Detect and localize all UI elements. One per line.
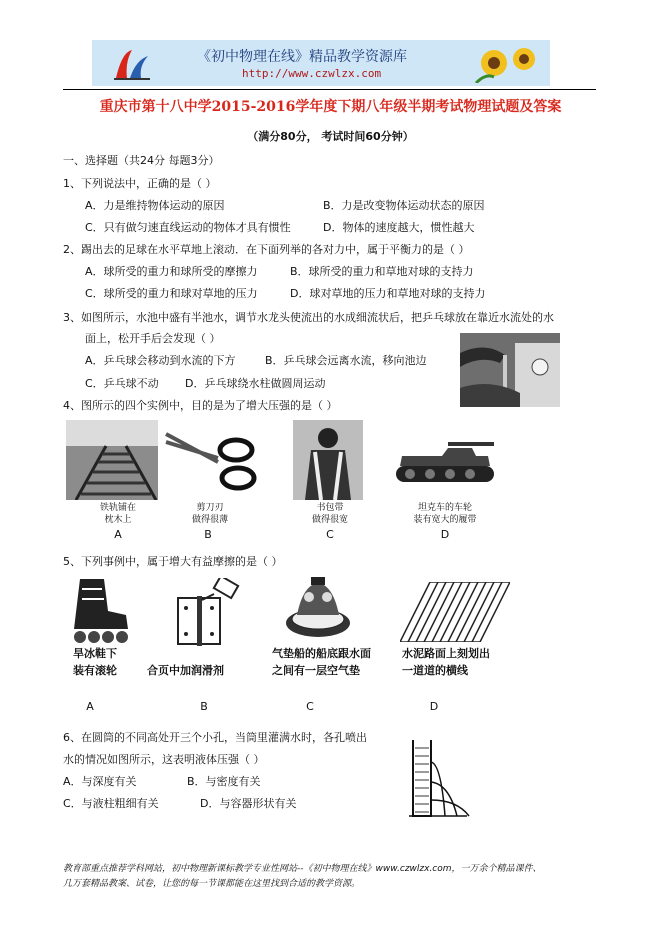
q4-caption-a-line2: 枕木上 bbox=[104, 515, 132, 525]
q6-option-d: D．与容器形状有关 bbox=[200, 797, 297, 810]
hinge-oiling-figure bbox=[164, 578, 244, 648]
q5-stem: 5、下列事例中，属于增大有益摩擦的是（ ） bbox=[63, 555, 283, 568]
footer-line1: 教育部重点推荐学科网站，初中物理新课标教学专业性网站--《初中物理在线》www.czwlzx.com，一万余个精品课件、 bbox=[63, 864, 542, 874]
header-rule bbox=[63, 89, 596, 90]
q6-option-c: C．与液柱粗细有关 bbox=[63, 797, 159, 810]
q5-letter-b: B bbox=[200, 700, 208, 713]
q2-option-d: D．球对草地的压力和草地对球的支持力 bbox=[290, 287, 486, 300]
q2-option-a: A．球所受的重力和球所受的摩擦力 bbox=[85, 265, 258, 278]
q4-letter-a: A bbox=[114, 528, 122, 541]
banner-url[interactable]: http://www.czwlzx.com bbox=[242, 67, 382, 80]
q3-option-d: D．乒乓球绕水柱做圆周运动 bbox=[185, 377, 326, 390]
roller-skate-figure bbox=[66, 575, 132, 645]
q6-stem-line1: 6、在圆筒的不同高处开三个小孔，当筒里灌满水时，各孔喷出 bbox=[63, 731, 367, 744]
q5-caption-b-line1: 合页中加润滑剂 bbox=[147, 664, 224, 677]
score-info: （满分80分， 考试时间60分钟） bbox=[247, 130, 414, 143]
q4-caption-a-line1: 铁轨铺在 bbox=[99, 503, 136, 513]
q3-stem-line1: 3、如图所示，水池中盛有半池水，调节水龙头使流出的水成细流状后，把乒乓球放在靠近水流处的水 bbox=[63, 311, 554, 324]
q3-stem-line2: 面上，松开手后会发现（ ） bbox=[85, 332, 221, 345]
q4-caption-c-line2: 做得很宽 bbox=[311, 515, 348, 525]
q4-caption-b-line2: 做得很薄 bbox=[191, 515, 228, 525]
q4-letter-d: D bbox=[440, 528, 450, 541]
q4-caption-d-line1: 坦克车的车轮 bbox=[417, 503, 472, 513]
q3-option-b: B．乒乓球会远离水流，移向池边 bbox=[265, 354, 427, 367]
q2-option-b: B．球所受的重力和草地对球的支持力 bbox=[290, 265, 474, 278]
tank-figure bbox=[392, 420, 498, 500]
section-heading: 一、选择题（共24分 每题3分） bbox=[63, 154, 220, 167]
hovercraft-figure bbox=[283, 575, 353, 645]
scissors-figure bbox=[158, 420, 268, 500]
q4-letter-b: B bbox=[204, 528, 212, 541]
site-banner bbox=[92, 40, 550, 86]
document-title: 重庆市第十八中学2015-2016学年度下期八年级半期考试物理试题及答案 bbox=[99, 99, 562, 115]
q4-caption-d-line2: 装有宽大的履带 bbox=[413, 515, 477, 525]
q5-caption-c-line1: 气垫船的船底跟水面 bbox=[272, 647, 371, 660]
grooved-road-figure bbox=[400, 582, 510, 642]
q1-option-c: C．只有做匀速直线运动的物体才具有惯性 bbox=[85, 221, 291, 234]
q6-stem-line2: 水的情况如图所示，这表明液体压强（ ） bbox=[63, 753, 265, 766]
sunflower-icon bbox=[466, 43, 544, 83]
q5-letter-d: D bbox=[429, 700, 439, 713]
q5-caption-d-line2: 一道道的横线 bbox=[402, 664, 468, 677]
q5-letter-a: A bbox=[86, 700, 94, 713]
q4-caption-c-line1: 书包带 bbox=[316, 503, 344, 513]
q4-stem: 4、图所示的四个实例中，目的是为了增大压强的是（ ） bbox=[63, 399, 338, 412]
page-footer bbox=[63, 862, 603, 892]
water-cylinder-figure bbox=[407, 738, 477, 818]
faucet-pingpong-figure bbox=[460, 333, 560, 407]
banner-title: 《初中物理在线》精品教学资源库 bbox=[197, 49, 407, 65]
q3-option-a: A．乒乓球会移动到水流的下方 bbox=[85, 354, 236, 367]
footer-line2: 几万套精品教案、试卷，让您的每一节课都能在这里找到合适的教学资源。 bbox=[63, 879, 361, 889]
q1-option-b: B．力是改变物体运动状态的原因 bbox=[323, 199, 485, 212]
q3-option-c: C．乒乓球不动 bbox=[85, 377, 159, 390]
site-logo-icon bbox=[112, 46, 152, 82]
q6-option-a: A．与深度有关 bbox=[63, 775, 137, 788]
q5-caption-d-line1: 水泥路面上刻划出 bbox=[402, 647, 490, 660]
q1-option-a: A．力是维持物体运动的原因 bbox=[85, 199, 225, 212]
q1-stem: 1、下列说法中，正确的是（ ） bbox=[63, 177, 217, 190]
q5-caption-a-line2: 装有滚轮 bbox=[73, 664, 117, 677]
q4-caption-b-line1: 剪刀刃 bbox=[196, 503, 224, 513]
q5-caption-a-line1: 旱冰鞋下 bbox=[73, 647, 117, 660]
q1-option-d: D．物体的速度越大，惯性越大 bbox=[323, 221, 475, 234]
q6-option-b: B．与密度有关 bbox=[187, 775, 261, 788]
schoolbag-figure bbox=[293, 420, 363, 500]
railway-sleepers-figure bbox=[66, 420, 170, 500]
q5-caption-c-line2: 之间有一层空气垫 bbox=[272, 664, 360, 677]
q4-letter-c: C bbox=[326, 528, 334, 541]
q2-stem: 2、踢出去的足球在水平草地上滚动．在下面列举的各对力中，属于平衡力的是（ ） bbox=[63, 243, 470, 256]
q2-option-c: C．球所受的重力和球对草地的压力 bbox=[85, 287, 258, 300]
q5-letter-c: C bbox=[306, 700, 314, 713]
